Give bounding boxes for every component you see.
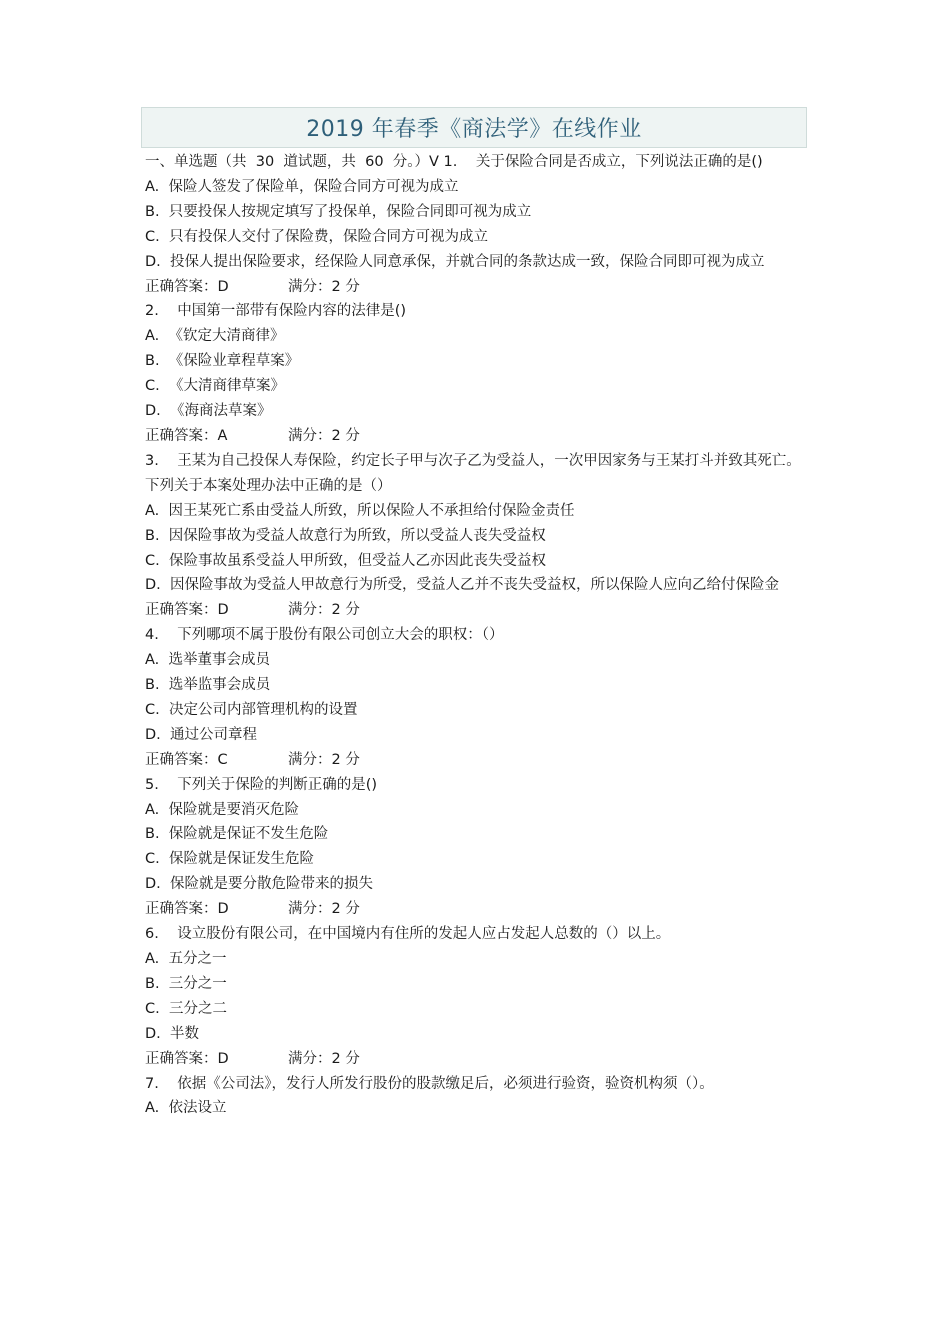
option-c: C. 《大清商律草案》 [145,378,285,395]
option-d: D. 投保人提出保险要求，经保险人同意承保，并就合同的条款达成一致，保险合同即可视为成立 [145,253,765,270]
question-3 [145,449,815,623]
question-stem: 3. 王某为自己投保人寿保险，约定长子甲与次子乙为受益人，一次甲因家务与王某打斗并致其死亡。下列关于本案处理办法中正确的是（） [145,452,801,494]
correct-answer: 正确答案：D [145,901,229,918]
option-c: C. 只有投保人交付了保险费，保险合同方可视为成立 [145,228,488,245]
option-c: C. 保险事故虽系受益人甲所致，但受益人乙亦因此丧失受益权 [145,552,546,569]
question-6 [145,922,815,1071]
option-a: A. 五分之一 [145,951,227,967]
option-c: C. 三分之二 [145,1000,227,1017]
full-score: 满分：2 分 [288,278,360,295]
question-1 [145,175,815,300]
question-2 [145,299,815,448]
section-header: 一、单选题（共 30 道试题，共 60 分。）V 1. 关于保险合同是否成立，下列说法正确的是() [145,154,763,170]
option-b: B. 三分之一 [145,975,227,992]
answer-row [145,1047,815,1072]
option-d: D. 保险就是要分散危险带来的损失 [145,876,373,893]
title-banner [141,107,807,148]
option-a: A. 保险人签发了保险单，保险合同方可视为成立 [145,178,459,195]
answer-row [145,897,815,922]
questions-content [145,150,815,1121]
option-a: A. 保险就是要消灭危险 [145,801,299,818]
answer-row [145,275,815,300]
full-score: 满分：2 分 [288,751,360,768]
full-score: 满分：2 分 [288,427,360,444]
option-c: C. 决定公司内部管理机构的设置 [145,701,358,718]
answer-row [145,424,815,449]
option-a: A. 选举董事会成员 [145,652,270,669]
question-7 [145,1072,815,1122]
option-a: A. 《钦定大清商律》 [145,328,285,345]
question-4 [145,623,815,772]
question-stem: 2. 中国第一部带有保险内容的法律是() [145,303,407,320]
question-stem: 6. 设立股份有限公司，在中国境内有住所的发起人应占发起人总数的（）以上。 [145,926,671,943]
option-b: B. 《保险业章程草案》 [145,353,300,370]
page-title: 2019 年春季《商法学》在线作业 [306,117,642,142]
question-stem: 4. 下列哪项不属于股份有限公司创立大会的职权：（） [145,627,504,644]
question-stem: 5. 下列关于保险的判断正确的是() [145,776,378,793]
correct-answer: 正确答案：A [145,427,228,444]
option-a: A. 因王某死亡系由受益人所致，所以保险人不承担给付保险金责任 [145,502,575,519]
option-c: C. 保险就是保证发生危险 [145,851,314,868]
full-score: 满分：2 分 [288,1050,360,1067]
option-d: D. 半数 [145,1025,199,1042]
option-b: B. 选举监事会成员 [145,677,271,694]
correct-answer: 正确答案：D [145,278,229,295]
correct-answer: 正确答案：C [145,751,228,768]
option-d: D. 因保险事故为受益人甲故意行为所受，受益人乙并不丧失受益权，所以保险人应向乙给付保险金 [145,577,779,594]
full-score: 满分：2 分 [288,602,360,619]
option-b: B. 只要投保人按规定填写了投保单，保险合同即可视为成立 [145,203,532,220]
answer-row [145,598,815,623]
question-5 [145,773,815,922]
full-score: 满分：2 分 [288,901,360,918]
correct-answer: 正确答案：D [145,1050,229,1067]
option-d: D. 通过公司章程 [145,726,257,743]
correct-answer: 正确答案：D [145,602,229,619]
option-d: D. 《海商法草案》 [145,403,272,420]
answer-row [145,748,815,773]
option-a: A. 依法设立 [145,1100,227,1117]
option-b: B. 保险就是保证不发生危险 [145,826,329,843]
option-b: B. 因保险事故为受益人故意行为所致，所以受益人丧失受益权 [145,527,546,544]
question-stem: 7. 依据《公司法》，发行人所发行股份的股款缴足后，必须进行验资，验资机构须（）。 [145,1075,714,1092]
